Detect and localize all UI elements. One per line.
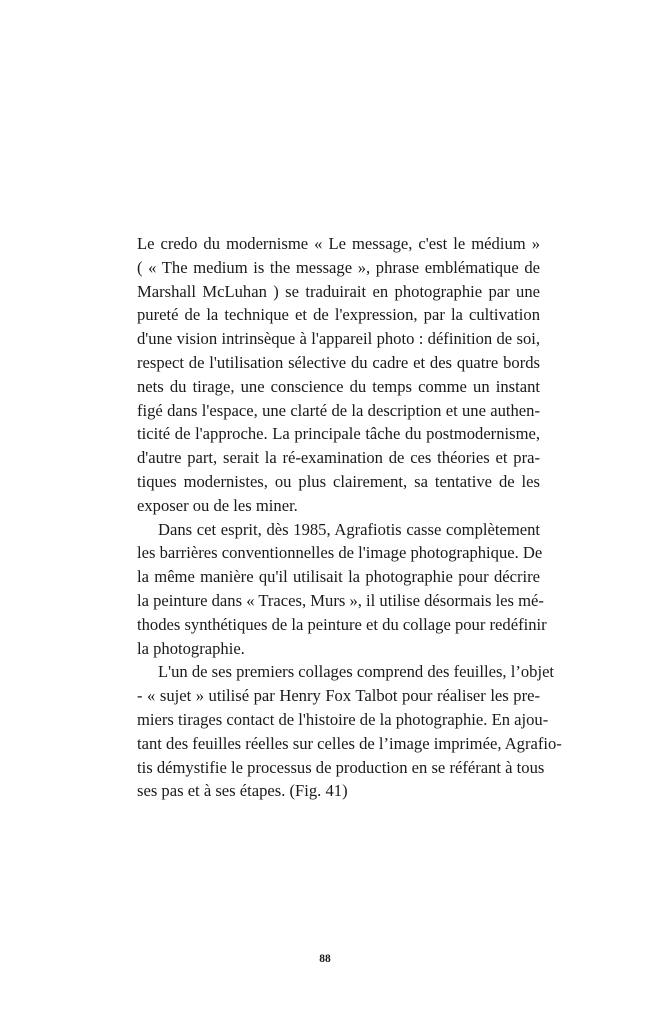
text-line: ses pas et à ses étapes. (Fig. 41) — [137, 781, 348, 801]
text-line: tiques modernistes, ou plus clairement, sa tentative de les — [137, 471, 540, 491]
text-line: Marshall McLuhan ) se traduirait en photographie par une — [137, 281, 540, 301]
text-line: exposer ou de les miner. — [137, 495, 298, 515]
text-line: figé dans l'espace, une clarté de la description et une authen- — [137, 400, 540, 420]
text-line: tant des feuilles réelles sur celles de l’image imprimée, Agrafio- — [137, 733, 562, 753]
text-line: les barrières conventionnelles de l'image photographique. De — [137, 543, 543, 563]
text-line: tis démystifie le processus de production en se référant à tous — [137, 757, 545, 777]
text-line: nets du tirage, une conscience du temps comme un instant — [137, 376, 540, 396]
text-line: Dans cet esprit, dès 1985, Agrafiotis casse complètement — [158, 519, 540, 539]
paragraph-3 — [137, 660, 562, 803]
text-line: - « sujet » utilisé par Henry Fox Talbot pour réaliser les pre- — [137, 686, 540, 706]
text-line: ticité de l'approche. La principale tâche du postmodernisme, — [137, 424, 540, 444]
text-line: ( « The medium is the message », phrase emblématique de — [137, 257, 540, 277]
text-line: Le credo du modernisme « Le message, c'est le médium » — [137, 234, 540, 253]
text-line: la peinture dans « Traces, Murs », il utilise désormais les mé- — [137, 590, 544, 610]
text-line: la même manière qu'il utilisait la photographie pour décrire — [137, 567, 540, 587]
text-line: L'un de ses premiers collages comprend des feuilles, l’objet — [158, 662, 555, 682]
paragraph-1 — [137, 232, 540, 518]
text-line: d'une vision intrinsèque à l'appareil photo : définition de soi, — [137, 329, 540, 349]
text-line: pureté de la technique et de l'expression, par la cultivation — [137, 305, 540, 325]
text-line: miers tirages contact de l'histoire de la photographie. En ajou- — [137, 709, 549, 729]
text-line: thodes synthétiques de la peinture et du collage pour redéfinir — [137, 614, 547, 634]
text-line: la photographie. — [137, 638, 245, 658]
text-line: d'autre part, serait la ré-examination de ces théories et pra- — [137, 448, 540, 468]
body-text — [137, 232, 562, 803]
paragraph-2 — [137, 518, 547, 661]
page-number: 88 — [319, 953, 331, 965]
text-line: respect de l'utilisation sélective du cadre et des quatre bords — [137, 352, 540, 372]
